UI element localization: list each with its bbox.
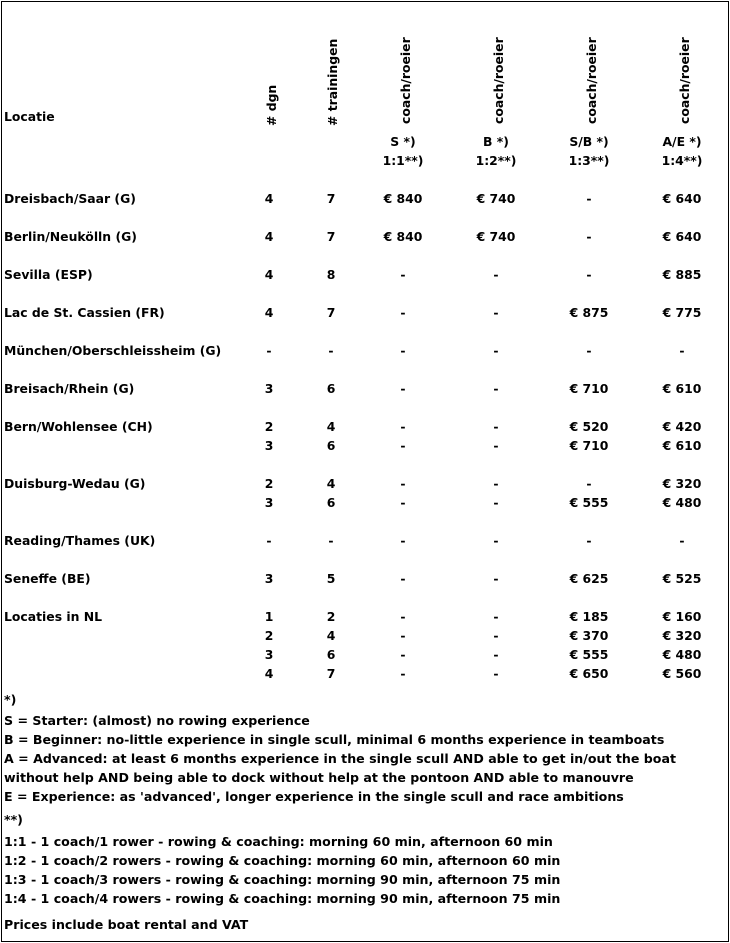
note-line: B = Beginner: no-little experience in single scull, minimal 6 months experience in teamboats xyxy=(4,732,665,747)
table-cell: - xyxy=(586,229,592,244)
price-table xyxy=(1,1,729,942)
table-cell: - xyxy=(493,305,499,320)
table-cell: € 610 xyxy=(662,381,702,396)
note-line: 1:1 - 1 coach/1 rower - rowing & coaching: morning 60 min, afternoon 60 min xyxy=(4,834,553,849)
note-line: E = Experience: as 'advanced', longer experience in the single scull and race ambitions xyxy=(4,789,624,804)
header-level-2: B *) xyxy=(483,134,509,149)
table-cell: 4 xyxy=(326,419,336,434)
table-cell: - xyxy=(400,476,406,491)
table-cell: - xyxy=(493,495,499,510)
table-cell: - xyxy=(400,571,406,586)
table-cell: - xyxy=(493,609,499,624)
table-cell: - xyxy=(328,343,334,358)
table-cell: 3 xyxy=(264,381,274,396)
location-name: Seneffe (BE) xyxy=(4,571,91,586)
note-line: without help AND being able to dock without help at the pontoon AND able to manouvre xyxy=(4,770,634,785)
table-cell: - xyxy=(493,533,499,548)
table-cell: € 525 xyxy=(662,571,702,586)
table-cell: 6 xyxy=(326,381,336,396)
table-cell: 7 xyxy=(326,305,336,320)
location-name: Lac de St. Cassien (FR) xyxy=(4,305,165,320)
header-coach-4: coach/roeier xyxy=(677,37,692,124)
header-ratio-4: 1:4**) xyxy=(661,153,703,168)
table-cell: 2 xyxy=(326,609,336,624)
table-cell: - xyxy=(493,381,499,396)
table-cell: 5 xyxy=(326,571,336,586)
table-cell: - xyxy=(679,533,685,548)
table-cell: € 480 xyxy=(662,647,702,662)
table-cell: € 555 xyxy=(569,495,609,510)
table-cell: - xyxy=(400,533,406,548)
table-cell: € 650 xyxy=(569,666,609,681)
location-name: Breisach/Rhein (G) xyxy=(4,381,135,396)
location-name: Locaties in NL xyxy=(4,609,103,624)
header-ratio-1: 1:1**) xyxy=(382,153,424,168)
table-cell: 4 xyxy=(264,666,274,681)
table-cell: - xyxy=(400,666,406,681)
table-cell: € 840 xyxy=(383,229,423,244)
table-cell: € 710 xyxy=(569,381,609,396)
table-cell: - xyxy=(400,628,406,643)
table-cell: € 320 xyxy=(662,476,702,491)
table-cell: € 885 xyxy=(662,267,702,282)
table-cell: - xyxy=(493,628,499,643)
table-cell: € 740 xyxy=(476,191,516,206)
table-cell: 6 xyxy=(326,495,336,510)
table-cell: € 480 xyxy=(662,495,702,510)
table-cell: - xyxy=(493,476,499,491)
note-line: *) xyxy=(4,692,17,707)
note-line: 1:3 - 1 coach/3 rowers - rowing & coaching: morning 90 min, afternoon 75 min xyxy=(4,872,561,887)
table-cell: 6 xyxy=(326,438,336,453)
header-coach-1: coach/roeier xyxy=(398,37,413,124)
table-cell: - xyxy=(586,267,592,282)
table-cell: € 370 xyxy=(569,628,609,643)
table-cell: € 640 xyxy=(662,229,702,244)
table-cell: - xyxy=(400,438,406,453)
table-cell: - xyxy=(400,267,406,282)
table-cell: 3 xyxy=(264,647,274,662)
table-cell: € 160 xyxy=(662,609,702,624)
table-cell: 4 xyxy=(326,476,336,491)
table-cell: 7 xyxy=(326,229,336,244)
table-cell: 4 xyxy=(264,191,274,206)
note-line: A = Advanced: at least 6 months experience in the single scull AND able to get in/out the boat xyxy=(4,751,676,766)
location-name: Dreisbach/Saar (G) xyxy=(4,191,136,206)
table-cell: € 710 xyxy=(569,438,609,453)
header-ratio-3: 1:3**) xyxy=(568,153,610,168)
table-cell: 7 xyxy=(326,191,336,206)
table-cell: - xyxy=(266,343,272,358)
table-cell: € 640 xyxy=(662,191,702,206)
header-coach-3: coach/roeier xyxy=(584,37,599,124)
location-name: Berlin/Neukölln (G) xyxy=(4,229,137,244)
table-cell: € 775 xyxy=(662,305,702,320)
header-ratio-2: 1:2**) xyxy=(475,153,517,168)
table-cell: - xyxy=(586,533,592,548)
header-locatie: Locatie xyxy=(4,109,55,124)
header-level-1: S *) xyxy=(390,134,416,149)
header-dagen: # dgn xyxy=(264,84,279,126)
table-cell: € 420 xyxy=(662,419,702,434)
table-cell: 2 xyxy=(264,476,274,491)
table-cell: - xyxy=(400,609,406,624)
table-cell: € 740 xyxy=(476,229,516,244)
table-cell: € 625 xyxy=(569,571,609,586)
note-line: Prices include boat rental and VAT xyxy=(4,917,249,932)
location-name: Duisburg-Wedau (G) xyxy=(4,476,146,491)
table-cell: - xyxy=(586,191,592,206)
table-cell: - xyxy=(493,267,499,282)
header-trainingen: # trainingen xyxy=(325,38,340,126)
header-level-3: S/B *) xyxy=(569,134,609,149)
table-cell: 7 xyxy=(326,666,336,681)
header-level-4: A/E *) xyxy=(662,134,702,149)
table-cell: - xyxy=(266,533,272,548)
header-coach-2: coach/roeier xyxy=(491,37,506,124)
table-cell: 2 xyxy=(264,628,274,643)
table-cell: € 555 xyxy=(569,647,609,662)
table-cell: 4 xyxy=(264,305,274,320)
table-cell: 2 xyxy=(264,419,274,434)
table-cell: - xyxy=(400,305,406,320)
table-cell: 4 xyxy=(326,628,336,643)
table-cell: - xyxy=(586,476,592,491)
table-cell: - xyxy=(493,438,499,453)
table-cell: € 840 xyxy=(383,191,423,206)
location-name: Sevilla (ESP) xyxy=(4,267,93,282)
table-cell: € 520 xyxy=(569,419,609,434)
table-cell: - xyxy=(400,647,406,662)
table-cell: - xyxy=(400,343,406,358)
location-name: Bern/Wohlensee (CH) xyxy=(4,419,153,434)
table-cell: - xyxy=(586,343,592,358)
table-cell: 8 xyxy=(326,267,336,282)
table-cell: - xyxy=(679,343,685,358)
table-cell: € 185 xyxy=(569,609,609,624)
table-cell: - xyxy=(493,571,499,586)
note-line: **) xyxy=(4,812,23,827)
table-cell: - xyxy=(400,381,406,396)
table-cell: € 875 xyxy=(569,305,609,320)
table-cell: - xyxy=(493,647,499,662)
note-line: S = Starter: (almost) no rowing experience xyxy=(4,713,310,728)
table-cell: - xyxy=(493,666,499,681)
table-cell: 3 xyxy=(264,571,274,586)
table-cell: € 560 xyxy=(662,666,702,681)
table-cell: - xyxy=(400,419,406,434)
table-cell: 1 xyxy=(264,609,274,624)
note-line: 1:4 - 1 coach/4 rowers - rowing & coaching: morning 90 min, afternoon 75 min xyxy=(4,891,561,906)
table-cell: 4 xyxy=(264,229,274,244)
table-cell: € 320 xyxy=(662,628,702,643)
table-cell: - xyxy=(493,419,499,434)
location-name: Reading/Thames (UK) xyxy=(4,533,156,548)
table-cell: - xyxy=(400,495,406,510)
location-name: München/Oberschleissheim (G) xyxy=(4,343,222,358)
table-cell: 3 xyxy=(264,438,274,453)
table-cell: 3 xyxy=(264,495,274,510)
table-cell: - xyxy=(493,343,499,358)
note-line: 1:2 - 1 coach/2 rowers - rowing & coaching: morning 60 min, afternoon 60 min xyxy=(4,853,561,868)
table-cell: - xyxy=(328,533,334,548)
table-cell: 6 xyxy=(326,647,336,662)
table-cell: € 610 xyxy=(662,438,702,453)
table-cell: 4 xyxy=(264,267,274,282)
